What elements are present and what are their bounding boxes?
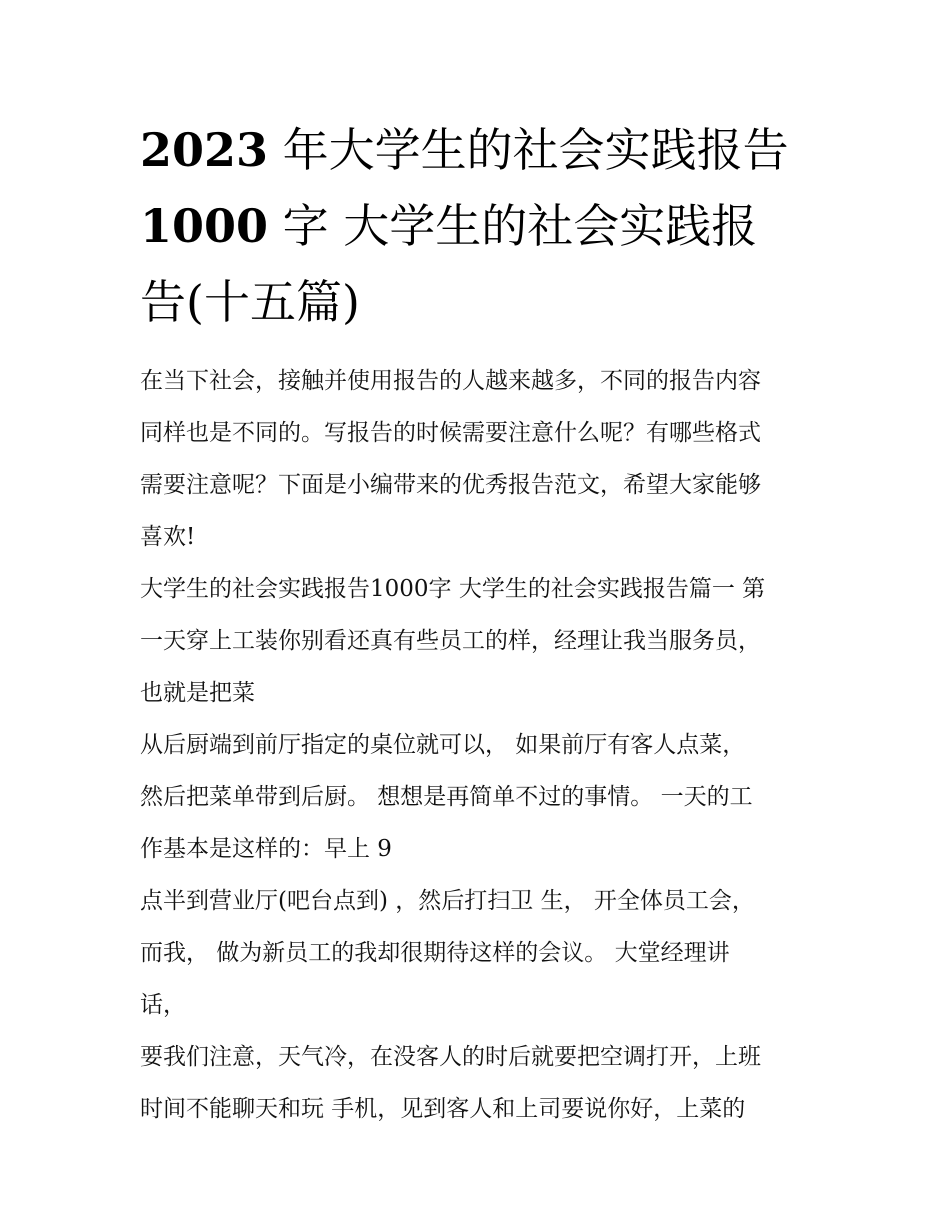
title-line-1-text: 年大学生的社会实践报告 [268,123,789,177]
body-line: 话， [140,992,186,1018]
body-line: 要我们注意，天气冷，在没客人的时后就要把空调打开，上班 [140,1044,761,1070]
body-line: 大学生的社会实践报告1000字 大学生的社会实践报告篇一 第 [140,576,766,602]
body-line: 一天穿上工装你别看还真有些员工的样，经理让我当服务员， [140,628,761,654]
title-line-3-text: 告(十五篇) [140,275,360,329]
body-line: 从后厨端到前厅指定的桌位就可以， 如果前厅有客人点菜， [140,732,746,758]
document-title [140,112,820,340]
title-line-2-text: 字 大学生的社会实践报 [268,199,758,253]
body-line: 喜欢! [140,524,196,550]
body-line: 而我， 做为新员工的我却很期待这样的会议。 大堂经理讲 [140,940,730,966]
document-body [140,355,820,1135]
body-line: 时间不能聊天和玩 手机，见到客人和上司要说你好，上菜的 [140,1096,746,1122]
title-year: 2023 [140,123,269,177]
body-line: 作基本是这样的：早上 9 [140,836,392,862]
body-line: 需要注意呢？下面是小编带来的优秀报告范文，希望大家能够 [140,472,761,498]
body-line: 在当下社会，接触并使用报告的人越来越多，不同的报告内容 [140,368,761,394]
body-line: 同样也是不同的。写报告的时候需要注意什么呢？有哪些格式 [140,420,761,446]
body-line: 点半到营业厅(吧台点到) ，然后打扫卫 生， 开全体员工会， [140,888,755,914]
body-line: 也就是把菜 [140,680,255,706]
body-line: 然后把菜单带到后厨。 想想是再简单不过的事情。 一天的工 [140,784,753,810]
title-word-count: 1000 [140,199,269,253]
